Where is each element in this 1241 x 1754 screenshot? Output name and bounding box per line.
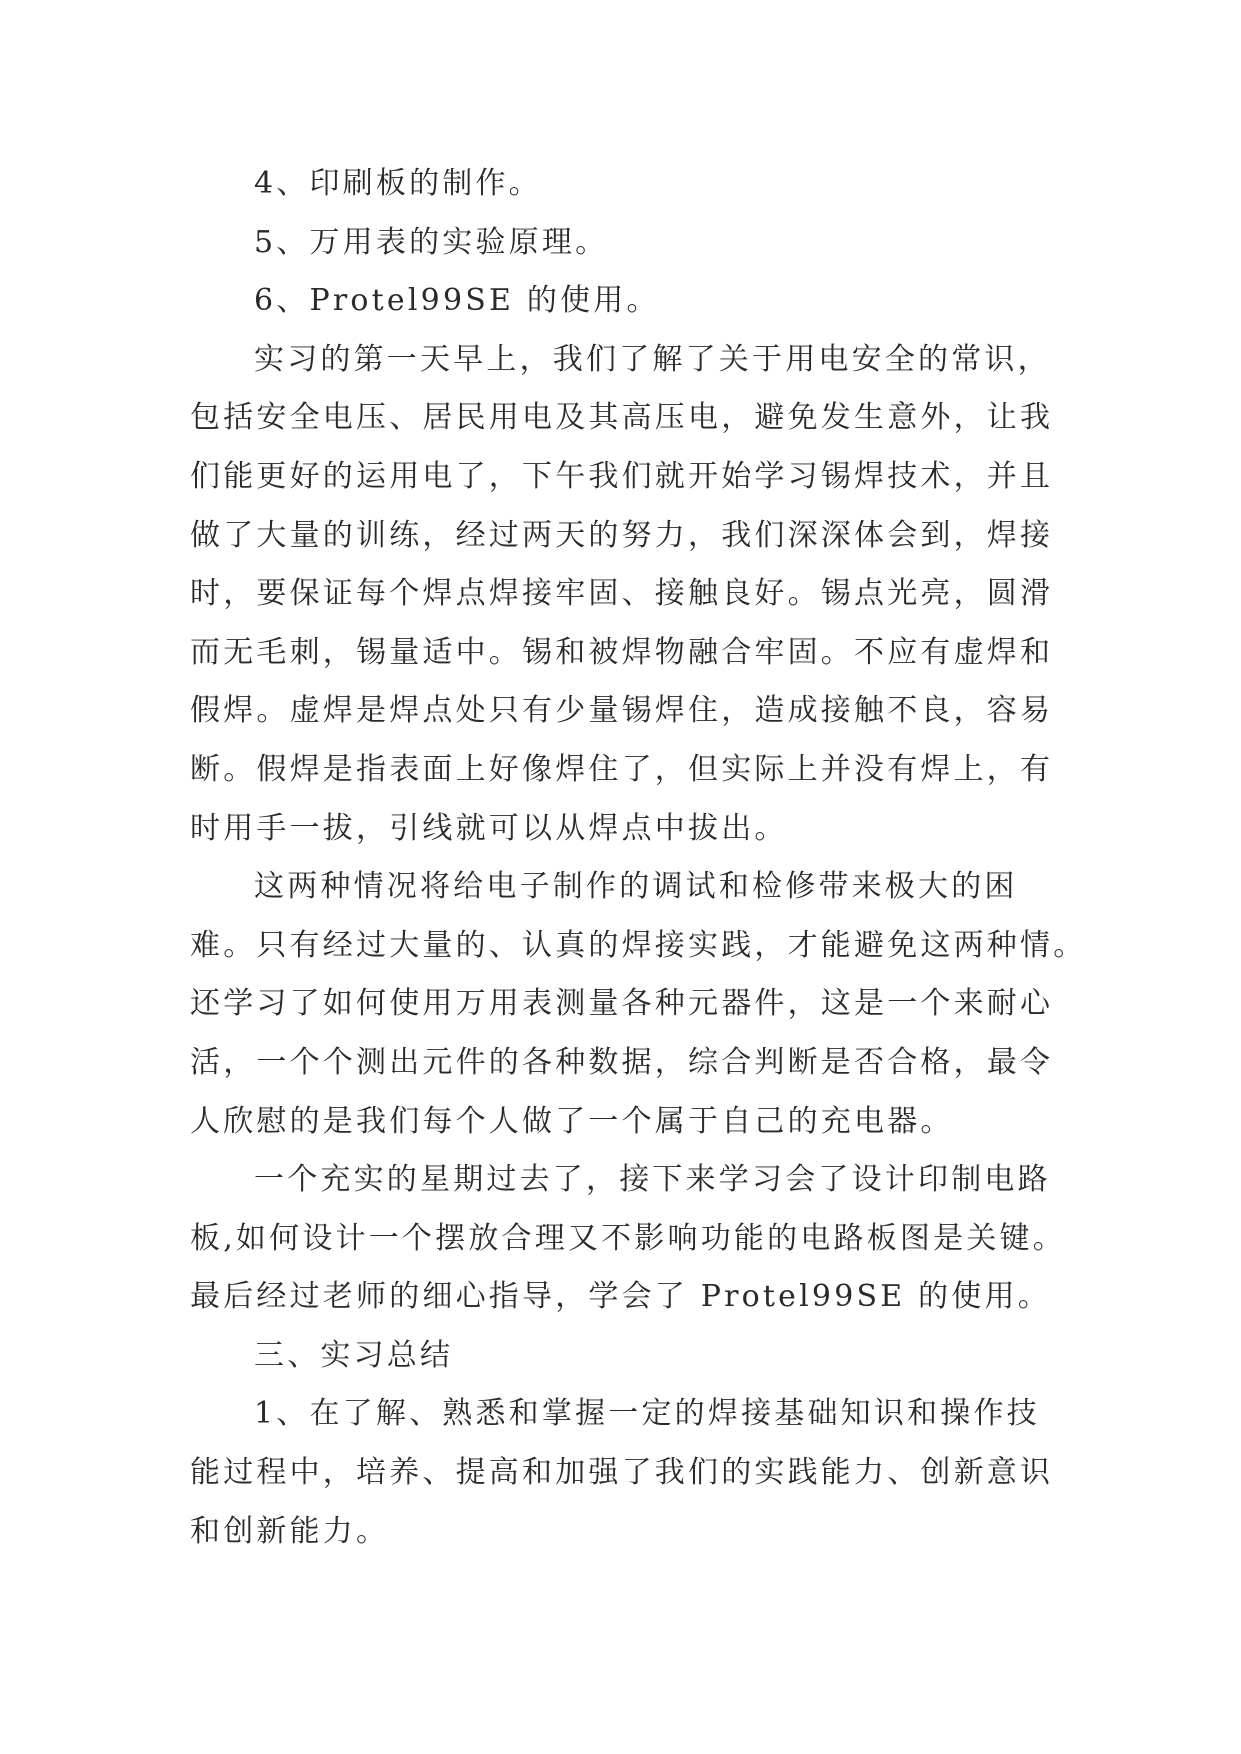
paragraph-line: 断。假焊是指表面上好像焊住了，但实际上并没有焊上，有 (190, 751, 1054, 787)
list-item-6: 6、Protel99SE 的使用。 (254, 283, 660, 319)
section-heading: 三、实习总结 (254, 1337, 454, 1373)
paragraph-line: 板,如何设计一个摆放合理又不影响功能的电路板图是关键。 (190, 1220, 1066, 1256)
paragraph-line: 这两种情况将给电子制作的调试和检修带来极大的困 (254, 869, 1018, 905)
paragraph-line: 们能更好的运用电了，下午我们就开始学习锡焊技术，并且 (190, 458, 1054, 494)
paragraph-line: 时，要保证每个焊点焊接牢固、接触良好。锡点光亮，圆滑 (190, 576, 1054, 612)
paragraph-line: 人欣慰的是我们每个人做了一个属于自己的充电器。 (190, 1103, 954, 1139)
list-item-5: 5、万用表的实验原理。 (254, 224, 609, 260)
summary-item-1: 1、在了解、熟悉和掌握一定的焊接基础知识和操作技 (254, 1396, 1040, 1432)
paragraph-line: 假焊。虚焊是焊点处只有少量锡焊住，造成接触不良，容易 (190, 693, 1054, 729)
paragraph-line: 活，一个个测出元件的各种数据，综合判断是否合格，最令 (190, 1044, 1054, 1080)
paragraph-line: 时用手一拔，引线就可以从焊点中拔出。 (190, 810, 788, 846)
paragraph-line: 一个充实的星期过去了，接下来学习会了设计印制电路 (254, 1162, 1051, 1198)
paragraph-line: 包括安全电压、居民用电及其高压电，避免发生意外，让我 (190, 400, 1054, 436)
paragraph-line: 做了大量的训练，经过两天的努力，我们深深体会到，焊接 (190, 517, 1054, 553)
paragraph-line: 能过程中，培养、提高和加强了我们的实践能力、创新意识 (190, 1455, 1054, 1491)
paragraph-line: 最后经过老师的细心指导，学会了 Protel99SE 的使用。 (190, 1279, 1051, 1315)
paragraph-line: 而无毛刺，锡量适中。锡和被焊物融合牢固。不应有虚焊和 (190, 634, 1054, 670)
paragraph-line: 和创新能力。 (190, 1513, 390, 1549)
paragraph-line: 实习的第一天早上，我们了解了关于用电安全的常识， (254, 341, 1051, 377)
paragraph-line: 还学习了如何使用万用表测量各种元器件，这是一个来耐心 (190, 986, 1054, 1022)
list-item-4: 4、印刷板的制作。 (254, 166, 542, 201)
paragraph-line: 难。只有经过大量的、认真的焊接实践，才能避免这两种情。 (190, 927, 1087, 963)
document-body (190, 155, 1087, 1561)
